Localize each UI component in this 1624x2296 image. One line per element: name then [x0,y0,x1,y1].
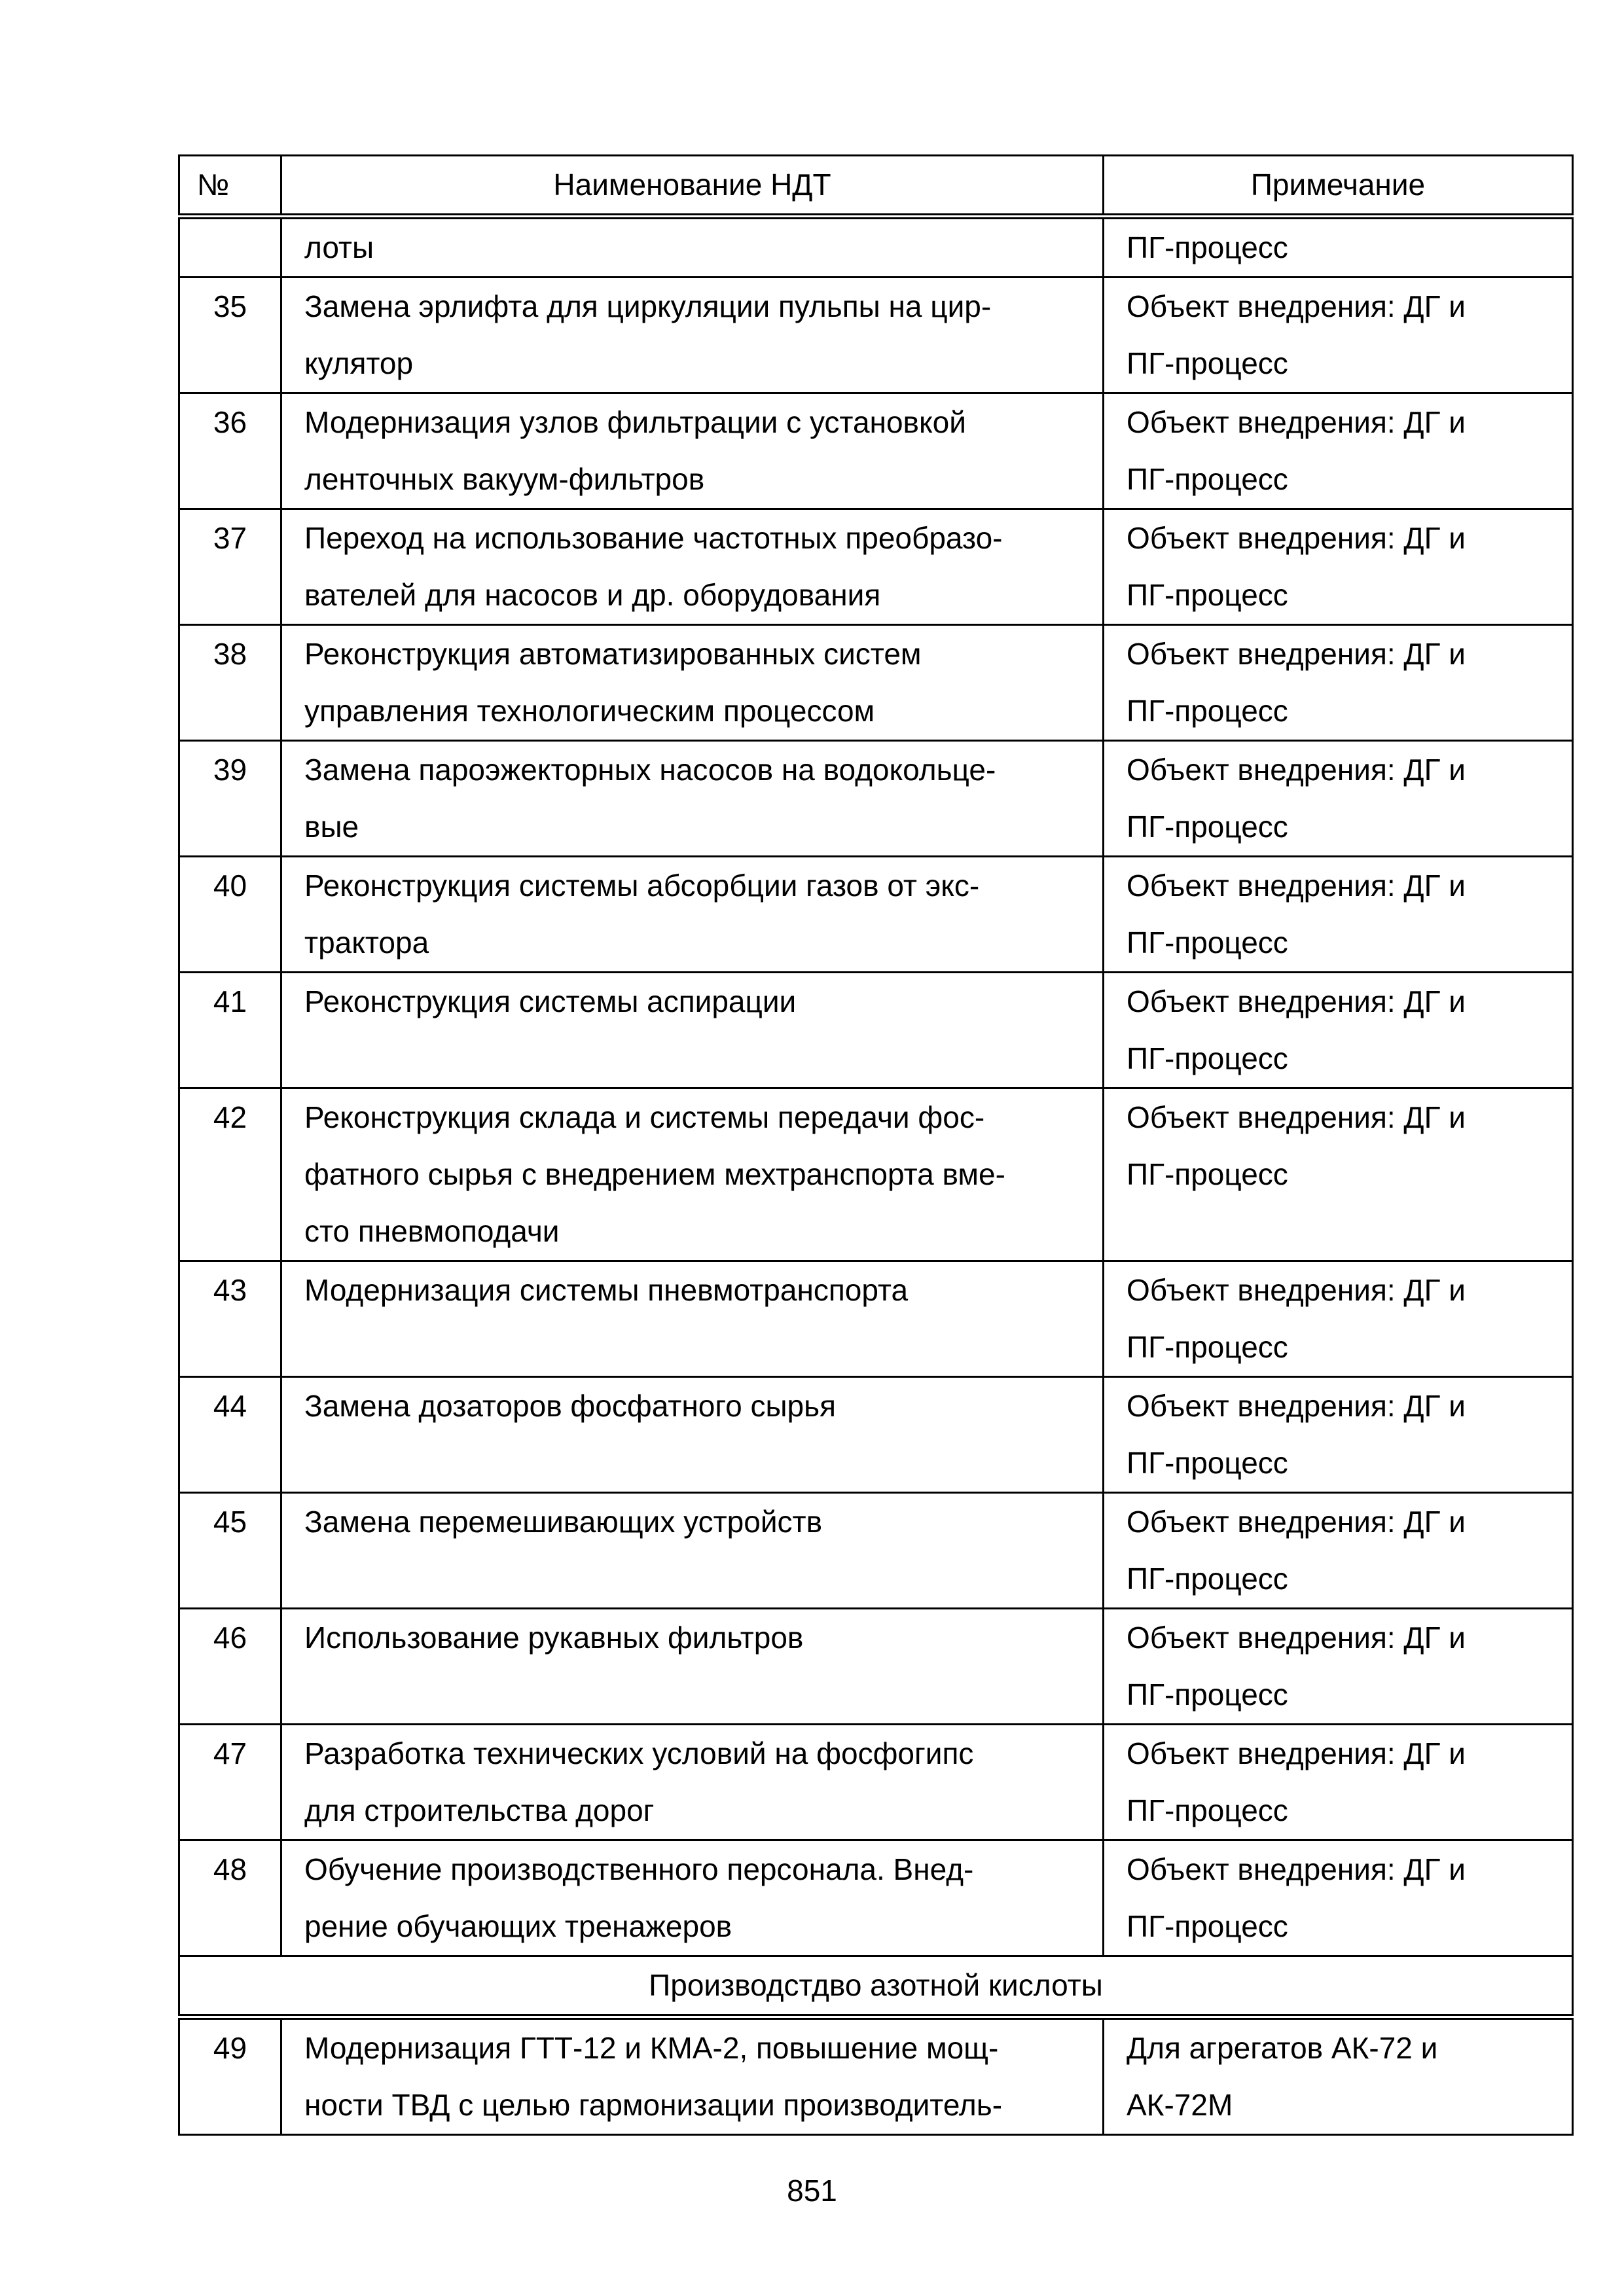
ndt-name-cell: Замена дозаторов фосфатного сырья [281,1377,1104,1493]
row-number: 48 [179,1840,281,1956]
table-row [179,1493,1573,1609]
ndt-name-cell: лоты [281,217,1104,278]
table-row [179,1261,1573,1377]
ndt-name-cell: Замена перемешивающих устройств [281,1493,1104,1609]
row-number: 36 [179,393,281,509]
row-number: 41 [179,973,281,1088]
table-row [179,625,1573,741]
table-header-row [179,156,1573,217]
ndt-name-cell: Реконструкция системы аспирации [281,973,1104,1088]
row-number: 45 [179,1493,281,1609]
ndt-name-cell: Разработка технических условий на фосфогипс для строительства дорог [281,1725,1104,1840]
note-cell: Объект внедрения: ДГ и ПГ-процесс [1104,741,1573,857]
note-cell: Объект внедрения: ДГ и ПГ-процесс [1104,1840,1573,1956]
row-number: 42 [179,1088,281,1261]
table-row [179,1088,1573,1261]
row-number: 46 [179,1609,281,1725]
note-cell: ПГ-процесс [1104,217,1573,278]
note-cell: Объект внедрения: ДГ и ПГ-процесс [1104,1725,1573,1840]
header-ndt-name: Наименование НДТ [281,156,1104,217]
section-title: Производстдво азотной кислоты [179,1956,1573,2017]
table-row [179,1840,1573,1956]
row-number: 39 [179,741,281,857]
table-row [179,973,1573,1088]
page-number: 851 [787,2174,837,2208]
row-number: 35 [179,278,281,393]
ndt-name-cell: Реконструкция системы абсорбции газов от экс- трактора [281,857,1104,973]
note-cell: Объект внедрения: ДГ и ПГ-процесс [1104,278,1573,393]
table-row [179,1725,1573,1840]
ndt-name-cell: Использование рукавных фильтров [281,1609,1104,1725]
table-row [179,1609,1573,1725]
row-number: 47 [179,1725,281,1840]
section-row [179,1956,1573,2017]
note-cell: Объект внедрения: ДГ и ПГ-процесс [1104,857,1573,973]
ndt-name-cell: Замена эрлифта для циркуляции пульпы на цир- кулятор [281,278,1104,393]
header-number: № [179,156,281,217]
ndt-name-cell: Модернизация системы пневмотранспорта [281,1261,1104,1377]
note-cell: Объект внедрения: ДГ и ПГ-процесс [1104,1377,1573,1493]
table-row [179,393,1573,509]
ndt-name-cell: Модернизация ГТТ-12 и КМА-2, повышение мощ- ности ТВД с целью гармонизации производитель- [281,2017,1104,2135]
table-row [179,741,1573,857]
table-body-phosphate [179,217,1573,1956]
note-cell: Объект внедрения: ДГ и ПГ-процесс [1104,1261,1573,1377]
note-cell: Объект внедрения: ДГ и ПГ-процесс [1104,625,1573,741]
table-row [179,509,1573,625]
table-row [179,217,1573,278]
ndt-name-cell: Модернизация узлов фильтрации с установкой ленточных вакуум-фильтров [281,393,1104,509]
table-row [179,857,1573,973]
note-cell: Объект внедрения: ДГ и ПГ-процесс [1104,393,1573,509]
note-cell: Объект внедрения: ДГ и ПГ-процесс [1104,1088,1573,1261]
header-note: Примечание [1104,156,1573,217]
ndt-name-cell: Реконструкция автоматизированных систем управления технологическим процессом [281,625,1104,741]
note-cell: Объект внедрения: ДГ и ПГ-процесс [1104,973,1573,1088]
row-number: 43 [179,1261,281,1377]
table-row [179,278,1573,393]
row-number: 49 [179,2017,281,2135]
table-body-nitric-acid [179,2017,1573,2135]
row-number: 40 [179,857,281,973]
ndt-name-cell: Замена пароэжекторных насосов на водокольце- вые [281,741,1104,857]
ndt-name-cell: Переход на использование частотных преобразо- вателей для насосов и др. оборудования [281,509,1104,625]
note-cell: Объект внедрения: ДГ и ПГ-процесс [1104,1609,1573,1725]
table-row [179,2017,1573,2135]
note-cell: Для агрегатов АК-72 и АК-72М [1104,2017,1573,2135]
row-number: 38 [179,625,281,741]
ndt-name-cell: Реконструкция склада и системы передачи фос- фатного сырья с внедрением мехтранспорта вме- сто пневмоподачи [281,1088,1104,1261]
row-number: 44 [179,1377,281,1493]
row-number [179,217,281,278]
ndt-table [178,154,1574,2136]
row-number: 37 [179,509,281,625]
note-cell: Объект внедрения: ДГ и ПГ-процесс [1104,1493,1573,1609]
table-row [179,1377,1573,1493]
note-cell: Объект внедрения: ДГ и ПГ-процесс [1104,509,1573,625]
ndt-name-cell: Обучение производственного персонала. Внед- рение обучающих тренажеров [281,1840,1104,1956]
